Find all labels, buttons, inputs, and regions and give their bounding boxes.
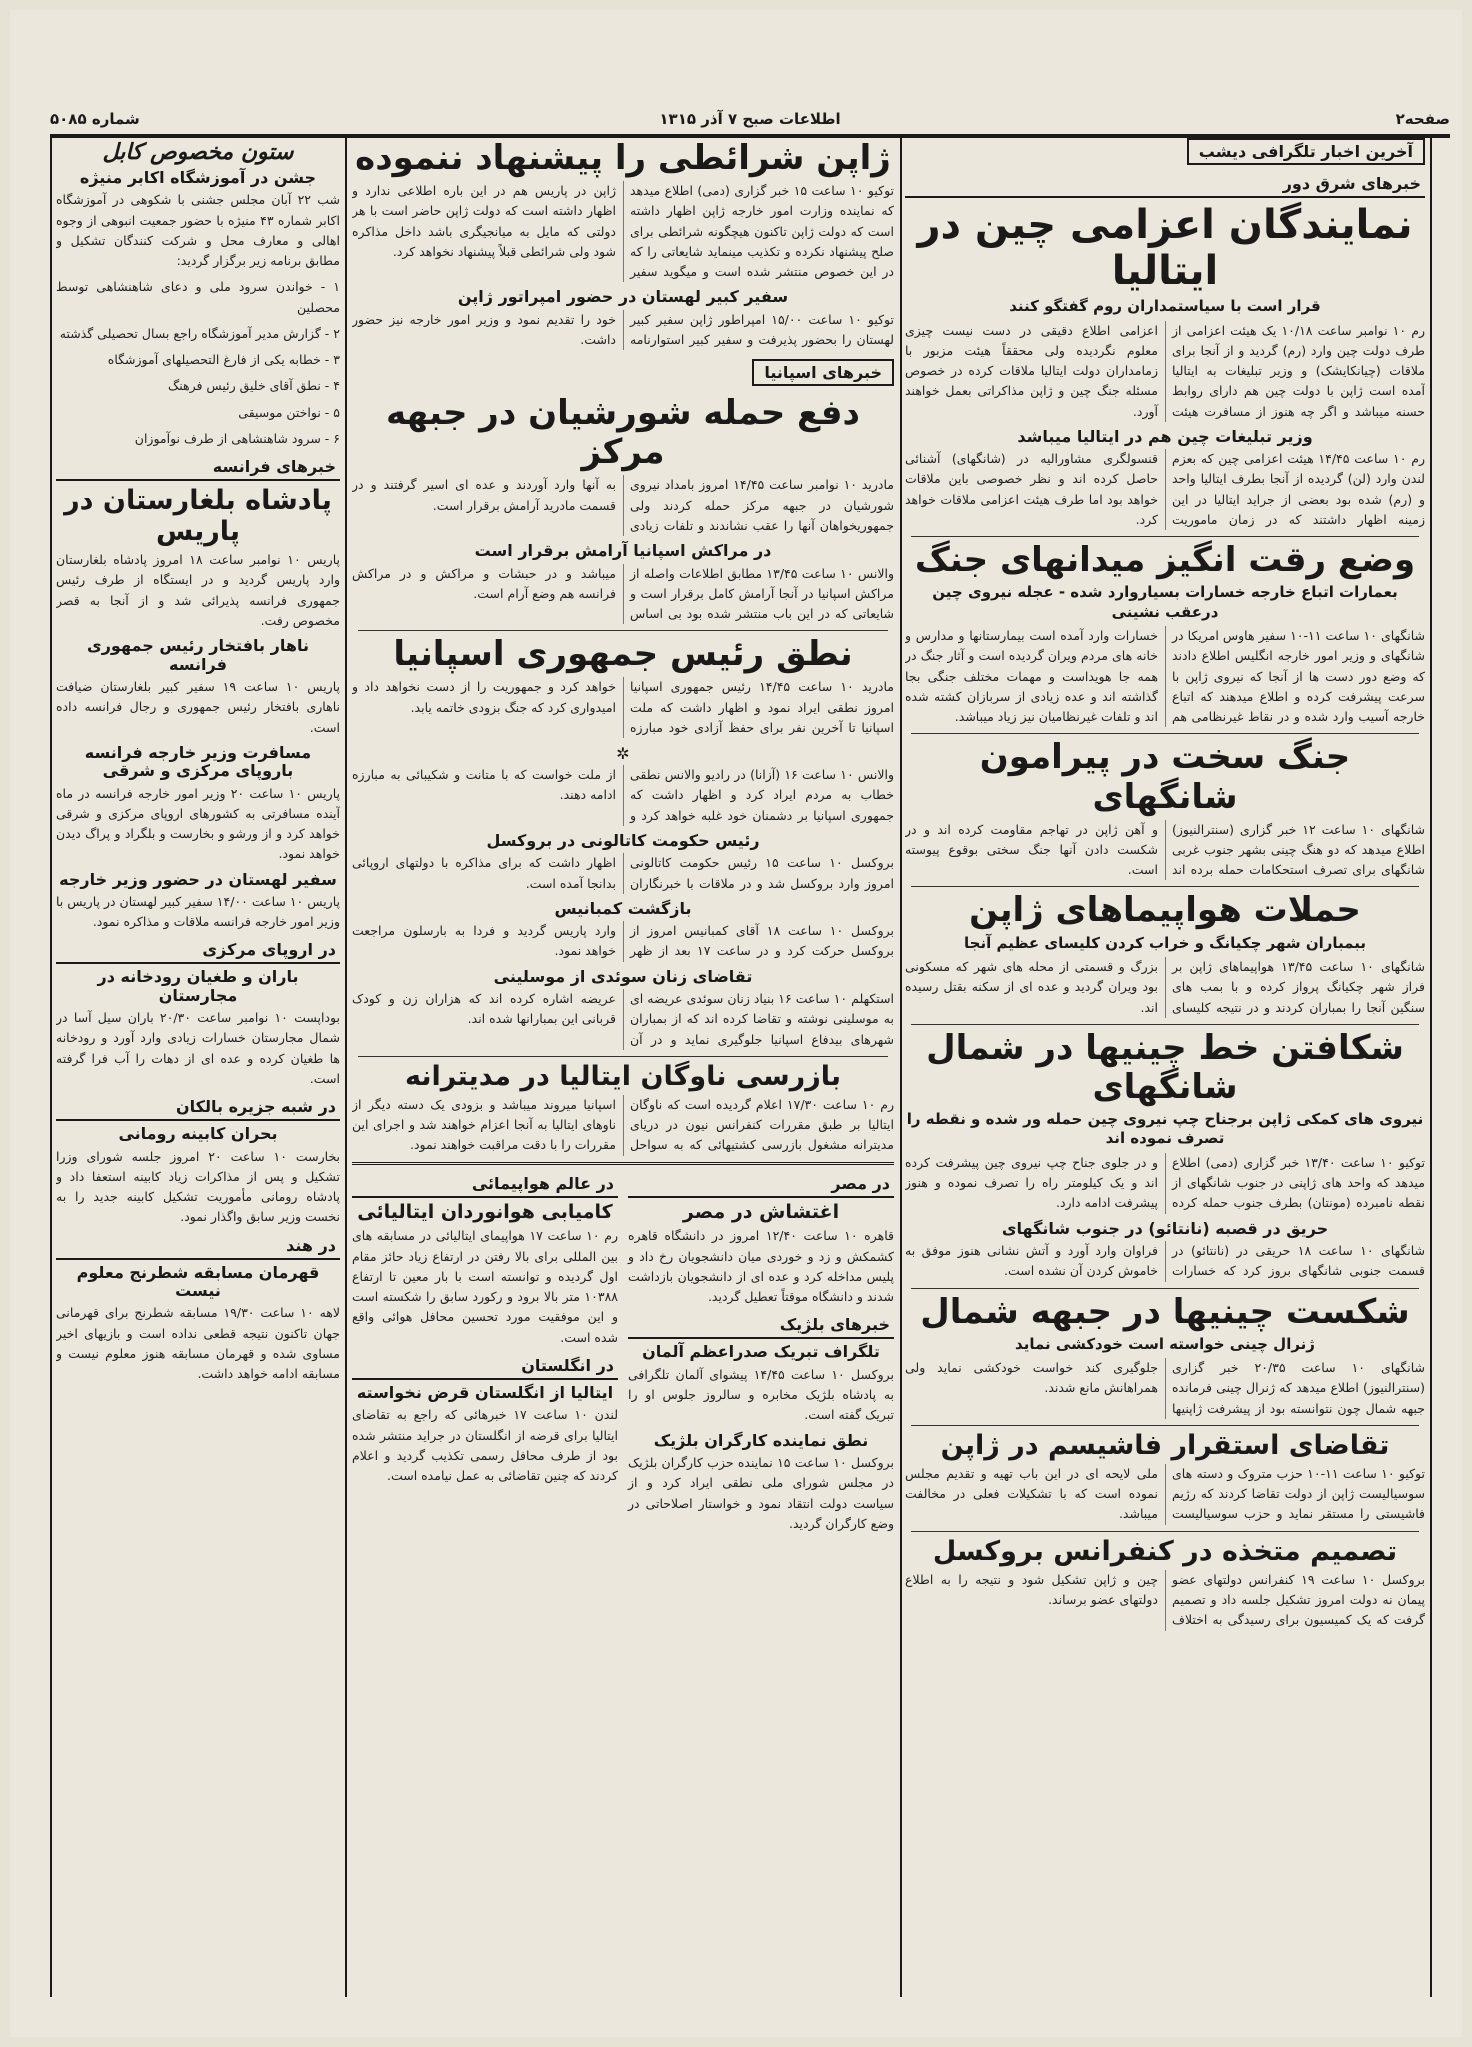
article-body: رم ۱۰ ساعت ۱۷/۳۰ اعلام گردیده است که ناوگان ایتالیا بر طبق مقررات کنفرانس نیون در دریای مدیترانه مشغول بازرسی کشتیهائی که به سواحل اسپانیا میروند میباشد و بزودی یک دسته دیگر از ناوهای ایتالیا به آنجا اعزام خواهند شد و اجرای این مقررات را با دقت مراقبت خواهند نمود.: [352, 1096, 894, 1153]
headline: قهرمان مسابقه شطرنج معلوم نیست: [76, 1262, 320, 1300]
article-body: والانس ۱۰ ساعت ۱۶ (آزانا) در رادیو والانس نطقی خطاب به مردم ایراد کرد و اظهار داشت که جمهوری اسپانیا بر دشمنان خود غلبه خواهد کرد و از ملت خواست که با متانت و شکیبائی به مبارزه ادامه دهند.: [352, 767, 894, 823]
article-body: توکیو ۱۰ ساعت ۱۳/۴۰ خبر گزاری (دمی) اطلاع میدهد که واحد های ژاپنی در جنوب شانگهای از نقطه نامبرده (مونتان) بطرف جنوب حمله کرده و در جلوی جناح چپ نیروی چین پیشرفت کرده اند و یک کیلومتر راه را تصرف نموده و هنوز پیشرفت ادامه دارد.: [905, 1154, 1425, 1211]
subcolumn-left: [352, 1169, 618, 1540]
section-balkans: در شبه جزیره بالکان: [56, 1095, 340, 1121]
article-body: استکهلم ۱۰ ساعت ۱۶ بنیاد زنان سوئدی عریضه ای به موسلینی نوشته و تقاضا کرده اند که از بمباران شهرهای بیدفاع اسپانیا جلوگیری نماید و در آن عریضه اشاره کرده اند که هزاران زن و کودک قربانی این بمبارانها شده اند.: [352, 991, 894, 1047]
headline: حریق در قصبه (نانتائو) در جنوب شانگهای: [1001, 1218, 1329, 1238]
headline: نمایندگان اعزامی چین در ایتالیا: [917, 202, 1413, 294]
article-body: پاریس ۱۰ ساعت ۱۴/۰۰ سفیر کبیر لهستان در پاریس با وزیر امور خارجه فرانسه ملاقات و مذاکره نمود.: [56, 893, 340, 930]
article-body: بروکسل ۱۰ ساعت ۱۵ نماینده حزب کارگران بلژیک در مجلس شورای ملی نطقی ایراد کرد و از سیاست دولت انتقاد نمود و خواستار اصلاحاتی در وضع کارگران گردید.: [628, 1455, 894, 1531]
list-item: ۳ - خطابه یکی از فارغ التحصیلهای آموزشگاه: [107, 352, 340, 368]
article-body: توکیو ۱۰ ساعت ۱۵ خبر گزاری (دمی) اطلاع میدهد که نماینده وزارت امور خارجه ژاپن اظهار داشته است که دولت ژاپن تاکنون هیچگونه شرائطی برای صلح پیشنهاد نکرده و تکذیب مینماید شایعاتی را که در این خصوص منتشر شده است و میگوید سفیر ژاپن در پاریس هم در این باره اطلاعی ندارد و اظهار داشته است که دولت ژاپن حاضر است با هر دولتی که مایل به میانجیگری باشد داخل مذاکره شود ولی شرائطی قبلاً پیشنهاد نخواهد کرد.: [352, 183, 894, 280]
headline: جنگ سخت در پیرامون شانگهای: [979, 737, 1351, 817]
list-item: ۲ - گزارش مدیر آموزشگاه راجع بسال تحصیلی گذشته: [59, 325, 340, 341]
headline: وضع رقت انگیز میدانهای جنگ: [914, 540, 1416, 581]
article-body: لاهه ۱۰ ساعت ۱۹/۳۰ مسابقه شطرنج برای قهرمانی جهان تاکنون نتیجه قطعی نداده است و بازیهای اخیر مساوی شده و قهرمان مسابقه هنوز معلوم نیست و مسابقه ادامه خواهد داشت.: [56, 1305, 340, 1382]
article-body: بروکسل ۱۰ ساعت ۱۹ کنفرانس دولتهای عضو پیمان نه دولت امروز تشکیل جلسه داد و تصمیم گرفت که یک کمیسیون برای رسیدگی به اختلاف چین و ژاپن تشکیل شود و نتیجه را به اطلاع دولتهای عضو برساند.: [905, 1571, 1425, 1628]
article-body: شانگهای ۱۰ ساعت ۱۳/۴۵ هواپیماهای ژاپن بر فراز شهر چکیانگ پرواز کرده و با بمب های سنگین آنجا را بمباران کردند و در نتیجه کلیسای بزرگ و قسمتی از محله های شهر که مسکونی بود ویران گردید و عده ای از سکنه بقتل رسیده اند.: [905, 959, 1425, 1015]
list-item: ۶ - سرود شاهنشاهی از طرف نوآموزان: [134, 430, 340, 446]
article-body: پاریس ۱۰ ساعت ۱۹ سفیر کبیر بلغارستان ضیافت ناهاری بافتخار رئیس جمهوری و رجال فرانسه داده است.: [56, 679, 340, 735]
headline: ایتالیا از انگلستان قرض نخواسته: [356, 1382, 614, 1402]
article-body: پاریس ۱۰ نوامبر ساعت ۱۸ امروز پادشاه بلغارستان وارد پاریس گردید و در ایستگاه از طرف رئیس جمهوری فرانسه پذیرائی شد و از آنجا به قصر مخصوص رفت.: [56, 552, 340, 628]
headline: شکافتن خط چینیها در شمال شانگهای: [926, 1027, 1404, 1107]
headline: نطق نماینده کارگران بلژیک: [653, 1430, 869, 1450]
article-body: رم ۱۰ ساعت ۱۷ هواپیمای ایتالیائی در مسابقه های بین المللی برای بالا رفتن در ارتفاع زیاد حائز مقام اول گردیده و توانسته است با بار معین تا ارتفاع ۱۰۳۸۸ متر بالا برود و رکورد سابق را شکسته است و این موفقیت مورد تحسین محافل هوائی واقع شده است.: [352, 1228, 619, 1345]
subheadline: نیروی های کمکی ژاپن برجناح چپ نیروی چین حمله ور شده و نقطه را تصرف نموده اند: [906, 1109, 1424, 1148]
headline: در مراکش اسپانیا آرامش برقرار است: [474, 541, 772, 561]
section-central-europe: در اروپای مرکزی: [56, 938, 340, 964]
subheadline: قرار است با سیاستمداران روم گفتگو کنند: [1009, 297, 1321, 315]
headline: اغتشاش در مصر: [682, 1200, 840, 1223]
article-body: توکیو ۱۰ ساعت ۱۱-۱۰ حزب متروک و دسته های سوسیالیست ژاپن از دولت تقاضا کردند که رژیم فاشیستی را مستقر نماید و حزب سوسیالیست ملی لایحه ای در این باب تهیه و تقدیم مجلس نموده است که با تشکیلات فعلی در مخالفت میباشد.: [905, 1465, 1425, 1522]
list-item: ۱ - خواندن سرود ملی و دعای شاهنشاهی توسط محصلین: [56, 279, 340, 315]
headline: بازگشت کمبانیس: [554, 898, 692, 918]
article-body: بروکسل ۱۰ ساعت ۱۵ رئیس حکومت کاتالونی امروز وارد بروکسل شد و در ملاقات با خبرنگاران اظهار داشت که برای مذاکره با دولتهای اروپائی بدانجا آمده است.: [352, 855, 894, 891]
headline: کامیابی هوانوردان ایتالیائی: [357, 1200, 613, 1223]
list-item: ۴ - نطق آقای خلیق رئیس فرهنگ: [168, 378, 340, 394]
article-body: توکیو ۱۰ ساعت ۱۵/۰۰ امپراطور ژاپن سفیر کبیر لهستان را بحضور پذیرفت و سفیر کبیر استوارنامه خود را تقدیم نمود و وزیر امور خارجه نیز حضور داشت.: [352, 311, 894, 347]
section-spain: خبرهای اسپانیا: [752, 359, 894, 386]
article-body: مادرید ۱۰ نوامبر ساعت ۱۴/۴۵ امروز بامداد نیروی شورشیان در جبهه مرکز حمله کردند ولی جمهوریخواهان آنها را عقب نشاندند و تلفات زیادی به آنها وارد آوردند و عده ای اسیر گرفتند و در قسمت مادرید آرامش برقرار است.: [352, 477, 894, 533]
headline: ناهار بافتخار رئیس جمهوری فرانسه: [87, 636, 309, 674]
subcolumn-right: [628, 1169, 894, 1540]
section-aviation: در عالم هواپیمائی: [352, 1172, 618, 1198]
newspaper-page: [10, 10, 1462, 2037]
headline: پادشاه بلغارستان در پاریس: [64, 485, 332, 548]
headline: بازرسی ناوگان ایتالیا در مدیترانه: [404, 1060, 842, 1092]
headline: رئیس حکومت کاتالونی در بروکسل: [486, 830, 760, 850]
column-stamp: ستون مخصوص کابل: [102, 139, 294, 165]
article-body: بروکسل ۱۰ ساعت ۱۸ آقای کمبانیس امروز از بروکسل حرکت کرد و در ساعت ۱۷ بعد از ظهر وارد پاریس گردید و فردا به بارسلون مراجعت خواهد نمود.: [352, 923, 894, 959]
headline: تلگراف تبریک صدراعظم آلمان: [642, 1342, 880, 1362]
subheadline: ژنرال چینی خواسته است خودکشی نماید: [1015, 1334, 1315, 1353]
headline: باران و طغیان رودخانه در مجارستان: [97, 967, 299, 1005]
headline: حملات هواپیماهای ژاپن: [969, 890, 1361, 931]
masthead: [50, 90, 1450, 138]
section-far-east: خبرهای شرق دور: [905, 172, 1425, 198]
column-middle: [352, 135, 894, 1997]
headline: تصمیم متخذه در کنفرانس بروکسل: [932, 1535, 1398, 1567]
headline: جشن در آموزشگاه اکابر منیژه: [79, 168, 317, 187]
article-body: پاریس ۱۰ ساعت ۲۰ وزیر امور خارجه فرانسه در ماه آینده مسافرتی به کشورهای اروپای مرکزی و شرقی خواهد کرد و از ورشو و بخارست و بلگراد و پراگ دیدن خواهد نمود.: [56, 785, 340, 862]
list-item: ۵ - نواختن موسیقی: [238, 404, 340, 420]
article-body: والانس ۱۰ ساعت ۱۳/۴۵ مطابق اطلاعات واصله از مراکش اسپانیا در آنجا آرامش کامل برقرار است و شایعاتی که در این باب منتشر شده بود بی اساس میباشد و در حبشات و مراکش و در مراکش فرانسه هم وضع آرام است.: [352, 565, 894, 622]
paper-date: اطلاعات صبح ۷ آذر ۱۳۱۵: [659, 110, 841, 128]
article-body: رم ۱۰ ساعت ۱۴/۴۵ هیئت اعزامی چین که بعزم لندن وارد (لن) گردیده از آنجا بطرف ایتالیا واحد و (رم) شده بود بعضی از جراید ایتالیا در این زمینه اظهار داشتند که در زمان ماموریت قنسولگری مشاورالیه در (شانگهای) آشنائی حاصل کرده اند و نظر خصوصی باین ملاقات خواهد بود اما طرف هیئت اعزامی ملاقات خواهد کرد.: [905, 451, 1425, 527]
headline: شکست چینیها در جبهه شمال: [920, 1291, 1410, 1332]
section-india: در هند: [56, 1234, 340, 1260]
headline: مسافرت وزیر خارجه فرانسه باروپای مرکزی و شرقی: [84, 742, 312, 781]
article-body: شانگهای ۱۰ ساعت ۱۱-۱۰ سفیر هاوس امریکا در شانگهای و وزیر امور خارجه انگلیس اطلاع دادند که وضع دور دست ها از آنجا که نیروی ژاپن با سرعت پیشرفت کرده و اطلاع میدهند که اتباع خارجه آسیب وارد شده و در نقاط غیرنظامی هم خسارات وارد آمده است بیمارستانها و مدارس و خانه های مردم ویران گردیده است و آثار جنگ در همه جا هویداست و مهمات مختلف جنگی بجا گذاشته اند و عده زیادی از سربازان کشته شده اند و تلفات غیرنظامیان نیز زیاد میباشد.: [905, 628, 1425, 725]
article-body: بخارست ۱۰ ساعت ۲۰ امروز جلسه شورای وزرا تشکیل و پس از مذاکرات زیاد کابینه استعفا داد و پادشاه رومانی مأموریت تشکیل کابینه جدید را به نخست وزیر سابق واگذار نمود.: [56, 1148, 340, 1225]
column-left: [56, 135, 340, 1997]
bottom-twin-columns: [352, 1169, 894, 1540]
article-body: شانگهای ۱۰ ساعت ۱۲ خبر گزاری (سنترالنیوز) اطلاع میدهد که دو هنگ چینی بشهر جنوب غربی شانگهای برای تصرف استحکامات حمله برده اند و آهن ژاپن در تهاجم مقاومت کرده اند و در شکست دادن آنها جنگ سختی بوقوع پیوسته است.: [905, 821, 1425, 878]
column-right: [905, 135, 1425, 1997]
section-belgium: خبرهای بلژیک: [628, 1313, 894, 1339]
issue-number: شماره ۵۰۸۵: [50, 110, 140, 128]
article-body: بوداپست ۱۰ نوامبر ساعت ۲۰/۳۰ باران سیل آسا در شمال مجارستان خسارات زیادی وارد آورد و رودخانه ها طغیان کرده و عده ای از دهات را آب فرا گرفته است.: [56, 1010, 340, 1086]
headline: ژاپن شرائطی را پیشنهاد ننموده: [355, 138, 891, 178]
headline: سفیر کبیر لهستان در حضور امپراتور ژاپن: [457, 287, 789, 307]
headline: نطق رئیس جمهوری اسپانیا: [393, 634, 853, 675]
article-body: رم ۱۰ نوامبر ساعت ۱۰/۱۸ یک هیئت اعزامی از طرف دولت چین وارد (رم) گردید و از آنجا برای ملاقات (چیانکایشک) و وزیر تبلیغات به ایتالیا آمده است ژاپن با دولت چین هم دارای روابط حسنه میباشد و اگر چه هنوز از مسافرت هیئت اعزامی اطلاع دقیقی در دست نیست چیزی معلوم نگردیده ولی محققاً هیئت مزبور با زمامداران دولت ایتالیا ملاقات کرده در خصوص مسئله جنگ چین و ژاپن مذاکراتی بعمل خواهند آورد.: [905, 322, 1425, 419]
article-body: شانگهای ۱۰ ساعت ۱۸ حریقی در (نانتائو) در قسمت جنوبی شانگهای بروز کرد که خسارات فراوان وارد آورد و آتش نشانی هنوز موفق به خاموش کردن آن نشده است.: [905, 1243, 1425, 1279]
subheadline: بعمارات اتباع خارجه خسارات بسیاروارد شده - عجله نیروی چین درعقب نشینی: [932, 583, 1398, 621]
article-body: بروکسل ۱۰ ساعت ۱۴/۴۵ پیشوای آلمان تلگرافی به پادشاه بلژیک مخابره و سالروز جلوس او را تبریک گفته است.: [628, 1366, 894, 1423]
article-body: لندن ۱۰ ساعت ۱۷ خبرهائی که راجع به تقاضای ایتالیا برای قرضه از انگلستان در جراید منتشر شده بود از طرف محافل رسمی تکذیب گردید و اعلام کردند که چنین تقاضائی به عمل نیامده است.: [352, 1407, 618, 1484]
section-england: در انگلستان: [352, 1354, 618, 1380]
headline: تقاضای زنان سوئدی از موسلینی: [493, 966, 753, 986]
headline: بحران کابینه رومانی: [118, 1124, 278, 1144]
headline: تقاضای استقرار فاشیسم در ژاپن: [940, 1429, 1390, 1461]
headline: سفیر لهستان در حضور وزیر خارجه: [59, 869, 337, 889]
headline: دفع حمله شورشیان در جبهه مرکز: [386, 393, 860, 473]
article-body: شب ۲۲ آبان مجلس جشنی با شکوهی در آموزشگاه اکابر شماره ۴۳ منیژه با حضور جمعیت انبوهی از وجوه اهالی و معارف محل و شرکت کنندگان تشکیل و مطابق برنامه زیر برگزار گردید:: [56, 192, 340, 269]
page-label: صفحه۲: [1395, 110, 1450, 128]
section-egypt: در مصر: [628, 1172, 894, 1198]
ornament-icon: ✲: [616, 744, 630, 764]
headline: وزیر تبلیغات چین هم در ایتالیا میباشد: [1017, 426, 1313, 446]
section-label: آخرین اخبار تلگرافی دیشب: [1187, 138, 1425, 165]
article-body: قاهره ۱۰ ساعت ۱۲/۴۰ امروز در دانشگاه قاهره کشمکش و زد و خوردی میان دانشجویان رخ داد و پلیس مداخله کرد و عده ای از دانشجویان بازداشت شدند و دانشگاه موقتاً تعطیل گردید.: [628, 1228, 894, 1305]
subheadline: ببمباران شهر چکیانگ و خراب کردن کلیسای عظیم آنجا: [964, 933, 1366, 952]
article-body: مادرید ۱۰ ساعت ۱۴/۴۵ رئیس جمهوری اسپانیا امروز نطقی ایراد نمود و اظهار داشت که ملت اسپانیا تا آخرین نفر برای حفظ آزادی خود مبارزه خواهد کرد و جمهوریت را از دست نخواهد داد و امیدواری کرد که جنگ بزودی خاتمه یابد.: [352, 679, 894, 735]
article-body: شانگهای ۱۰ ساعت ۲۰/۳۵ خبر گزاری (سنترالنیوز) اطلاع میدهد که ژنرال چینی فرمانده جبهه شمال چون نتوانسته بود از پیشرفت ژاپنیها جلوگیری کند خواست خودکشی نماید ولی همراهانش مانع شدند.: [905, 1360, 1425, 1416]
section-france: خبرهای فرانسه: [56, 455, 340, 481]
